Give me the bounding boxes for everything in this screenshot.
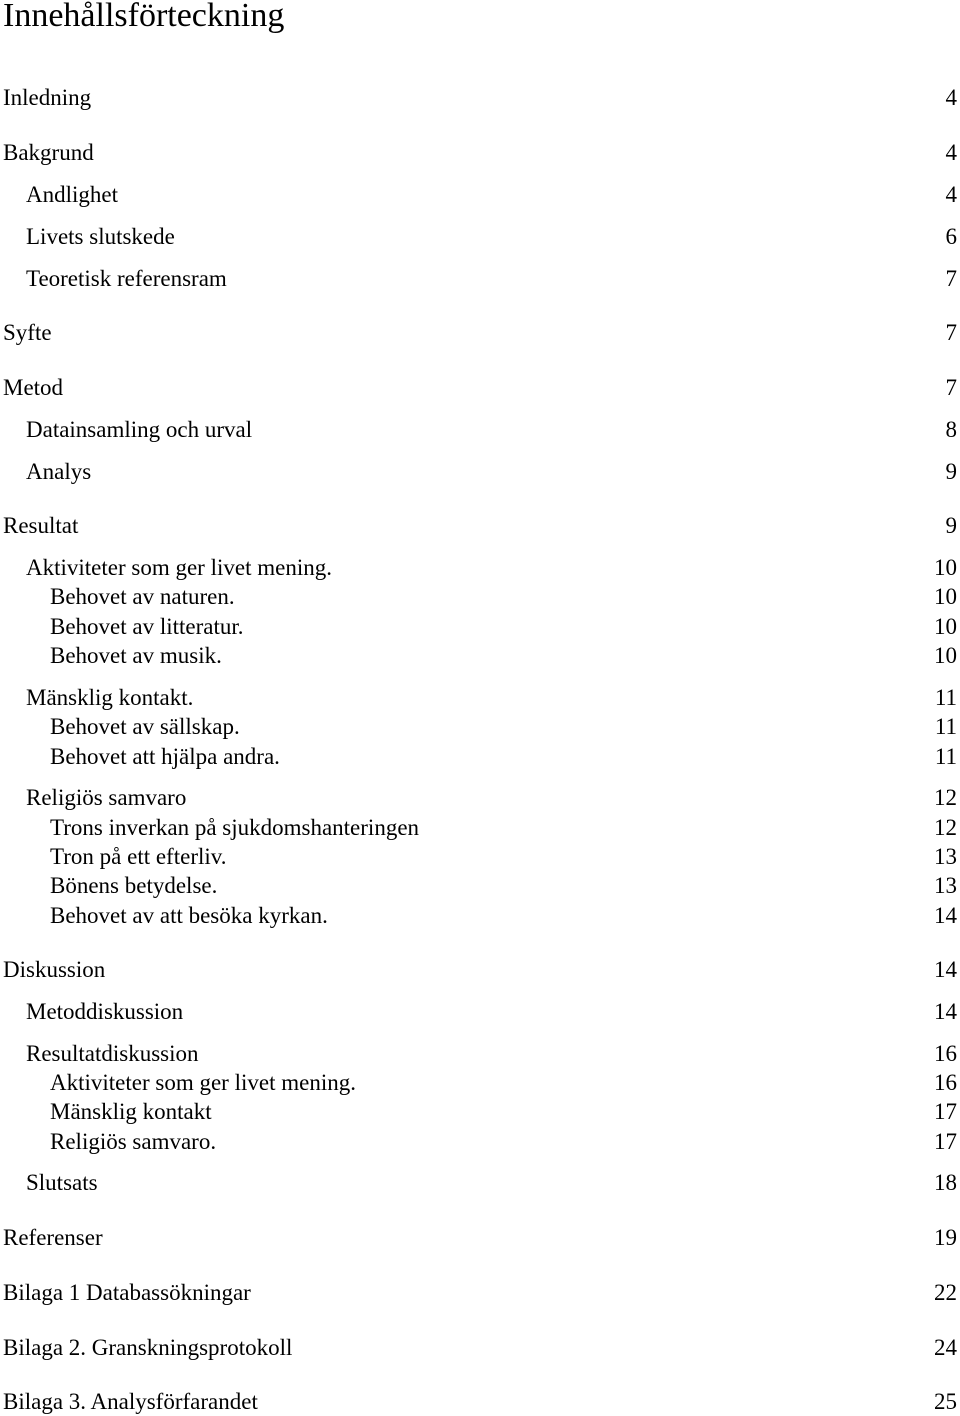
toc-entry-page: 10: [934, 643, 957, 668]
toc-entry-label: Trons inverkan på sjukdomshanteringen: [50, 815, 420, 840]
toc-entry-label: Livets slutskede: [26, 224, 175, 249]
toc-entry-label: Resultat: [3, 513, 79, 538]
toc-entry-page: 9: [945, 513, 957, 538]
toc-entry-teoretisk-referensram[interactable]: [0, 265, 957, 293]
toc-entry-label: Tron på ett efterliv.: [50, 844, 227, 869]
toc-entry-label: Religiös samvaro.: [50, 1129, 217, 1154]
toc-entry-page: 4: [945, 140, 957, 165]
toc-entry-trons-inverkan[interactable]: [0, 814, 957, 842]
toc-entry-label: Bilaga 1 Databassökningar: [3, 1280, 251, 1305]
toc-entry-label: Mänsklig kontakt: [50, 1099, 212, 1124]
toc-entry-page: 18: [934, 1170, 957, 1195]
toc-entry-label: Behovet att hjälpa andra.: [50, 744, 280, 769]
toc-entry-slutsats[interactable]: [0, 1169, 957, 1197]
toc-entry-bilaga-2[interactable]: [0, 1334, 957, 1362]
toc-entry-page: 16: [934, 1041, 957, 1066]
toc-entry-livets-slutskede[interactable]: [0, 223, 957, 251]
toc-entry-page: 7: [945, 266, 957, 291]
toc-entry-page: 13: [934, 844, 957, 869]
toc-entry-syfte[interactable]: [0, 319, 957, 347]
toc-entry-aktiviteter-diskussion[interactable]: [0, 1069, 957, 1097]
toc-entry-analys[interactable]: [0, 458, 957, 486]
toc-entry-page: 10: [934, 614, 957, 639]
toc-entry-page: 11: [934, 685, 957, 710]
toc-entry-page: 17: [934, 1129, 957, 1154]
toc-entry-behovet-av-musik[interactable]: [0, 642, 957, 670]
toc-entry-mansklig-kontakt[interactable]: [0, 684, 957, 712]
toc-entry-label: Analys: [26, 459, 92, 484]
toc-entry-page: 22: [934, 1280, 957, 1305]
toc-entry-page: 14: [934, 957, 957, 982]
toc-entry-referenser[interactable]: [0, 1224, 957, 1252]
toc-entry-mansklig-kontakt-diskussion[interactable]: [0, 1098, 957, 1126]
toc-entry-label: Mänsklig kontakt.: [26, 685, 194, 710]
toc-entry-diskussion[interactable]: [0, 956, 957, 984]
toc-entry-page: 12: [934, 815, 957, 840]
toc-entry-label: Metoddiskussion: [26, 999, 184, 1024]
toc-entry-page: 16: [934, 1070, 957, 1095]
toc-entry-bilaga-3[interactable]: [0, 1388, 957, 1416]
toc-entry-page: 25: [934, 1389, 957, 1414]
toc-entry-page: 17: [934, 1099, 957, 1124]
toc-entry-resultat[interactable]: [0, 512, 957, 540]
toc-entry-aktiviteter[interactable]: [0, 554, 957, 582]
toc-entry-label: Religiös samvaro: [26, 785, 187, 810]
toc-entry-label: Behovet av att besöka kyrkan.: [50, 903, 328, 928]
toc-entry-page: 12: [934, 785, 957, 810]
toc-entry-label: Diskussion: [3, 957, 106, 982]
toc-entry-page: 7: [945, 375, 957, 400]
toc-entry-resultatdiskussion[interactable]: [0, 1040, 957, 1068]
toc-entry-label: Bilaga 2. Granskningsprotokoll: [3, 1335, 293, 1360]
toc-entry-label: Datainsamling och urval: [26, 417, 253, 442]
toc-entry-metod[interactable]: [0, 374, 957, 402]
toc-entry-behovet-att-hjalpa-andra[interactable]: [0, 743, 957, 771]
toc-entry-page: 7: [945, 320, 957, 345]
toc-entry-page: 11: [934, 744, 957, 769]
toc-entry-page: 14: [934, 999, 957, 1024]
toc-entry-label: Metod: [3, 375, 64, 400]
toc-entry-behovet-av-sallskap[interactable]: [0, 713, 957, 741]
toc-entry-label: Behovet av musik.: [50, 643, 222, 668]
toc-entry-bakgrund[interactable]: [0, 139, 957, 167]
toc-entry-behovet-av-litteratur[interactable]: [0, 613, 957, 641]
toc-entry-page: 11: [934, 714, 957, 739]
toc-entry-label: Aktiviteter som ger livet mening.: [50, 1070, 356, 1095]
toc-entry-page: 14: [934, 903, 957, 928]
toc-entry-religios-samvaro[interactable]: [0, 784, 957, 812]
toc-entry-label: Referenser: [3, 1225, 103, 1250]
toc-entry-label: Slutsats: [26, 1170, 98, 1195]
toc-entry-page: 13: [934, 873, 957, 898]
toc-entry-page: 24: [934, 1335, 957, 1360]
toc-entry-metoddiskussion[interactable]: [0, 998, 957, 1026]
toc-entry-inledning[interactable]: [0, 84, 957, 112]
toc-entry-page: 4: [945, 182, 957, 207]
toc-entry-label: Bakgrund: [3, 140, 94, 165]
toc-entry-behovet-av-naturen[interactable]: [0, 583, 957, 611]
toc-entry-label: Syfte: [3, 320, 52, 345]
toc-entry-label: Resultatdiskussion: [26, 1041, 199, 1066]
toc-entry-label: Teoretisk referensram: [26, 266, 227, 291]
toc-entry-page: 9: [945, 459, 957, 484]
toc-entry-label: Inledning: [3, 85, 92, 110]
toc-entry-label: Bönens betydelse.: [50, 873, 218, 898]
page-title: Innehållsförteckning: [3, 0, 285, 34]
toc-entry-page: 4: [945, 85, 957, 110]
toc-entry-page: 6: [945, 224, 957, 249]
toc-entry-tron-pa-ett-efterliv[interactable]: [0, 843, 957, 871]
toc-entry-datainsamling-och-urval[interactable]: [0, 416, 957, 444]
toc-entry-bonens-betydelse[interactable]: [0, 872, 957, 900]
toc-entry-religios-samvaro-diskussion[interactable]: [0, 1128, 957, 1156]
toc-entry-page: 8: [945, 417, 957, 442]
toc-entry-page: 10: [934, 555, 957, 580]
toc-entry-page: 19: [934, 1225, 957, 1250]
toc-entry-bilaga-1[interactable]: [0, 1279, 957, 1307]
toc-entry-page: 10: [934, 584, 957, 609]
toc-entry-label: Aktiviteter som ger livet mening.: [26, 555, 332, 580]
toc-entry-label: Behovet av naturen.: [50, 584, 235, 609]
toc-entry-label: Behovet av litteratur.: [50, 614, 244, 639]
toc-entry-behovet-av-att-besoka-kyrkan[interactable]: [0, 902, 957, 930]
toc-entry-label: Behovet av sällskap.: [50, 714, 240, 739]
toc-entry-label: Bilaga 3. Analysförfarandet: [3, 1389, 258, 1414]
toc-entry-label: Andlighet: [26, 182, 118, 207]
toc-entry-andlighet[interactable]: [0, 181, 957, 209]
